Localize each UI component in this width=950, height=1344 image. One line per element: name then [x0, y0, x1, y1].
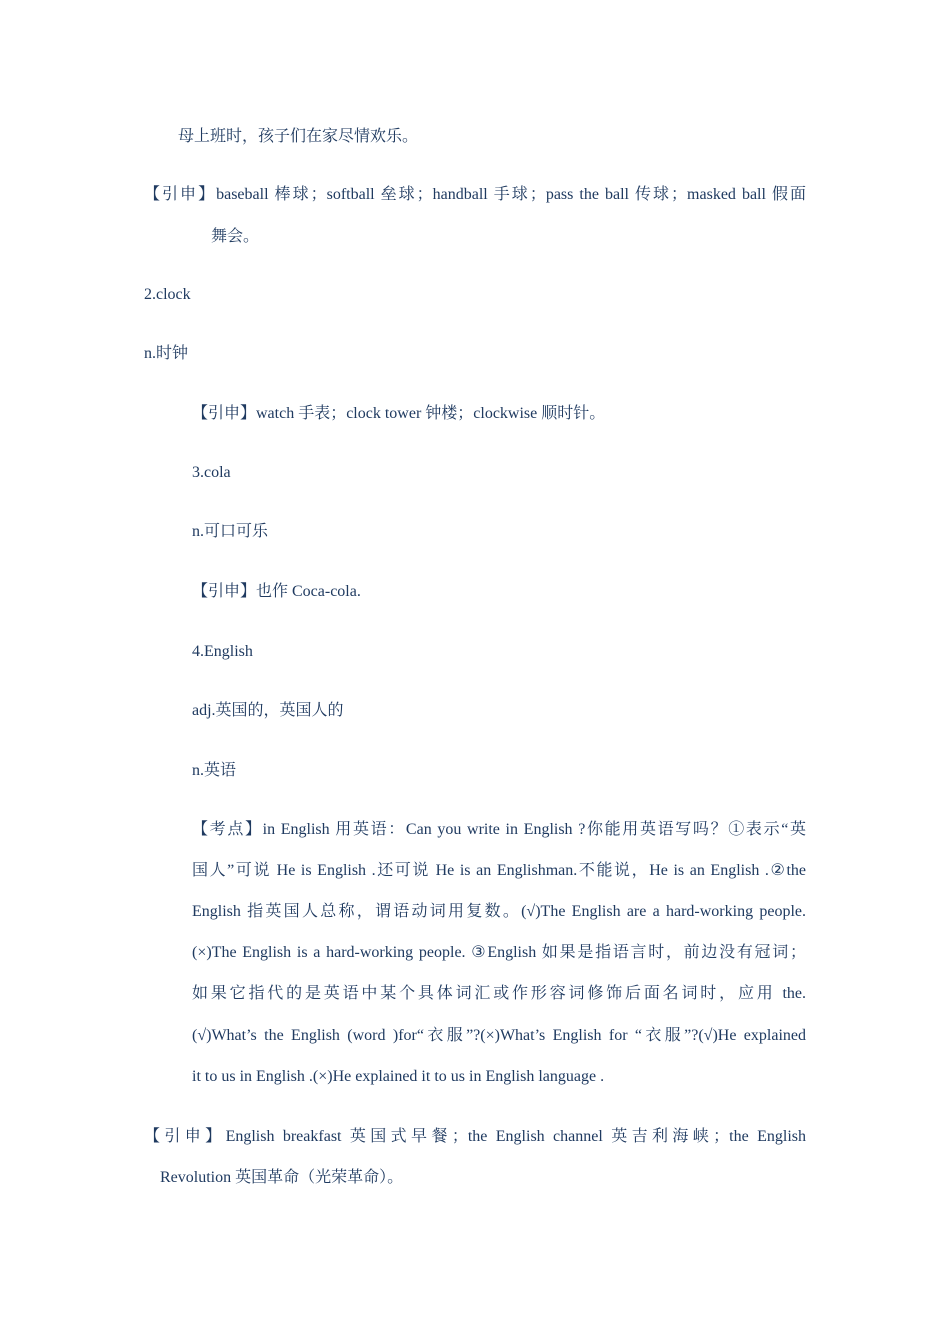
text-line: 舞会。: [211, 228, 260, 245]
definition: adj.英国的，英国人的: [192, 702, 344, 719]
kaodian-line: 如果它指代的是英语中某个具体词汇或作形容词修饰后面名词时，应用 the.: [192, 985, 806, 1002]
heading-cola: 3.cola: [192, 464, 231, 481]
kaodian-line: 【考点】in English 用英语：Can you write in English ?你能用英语写吗？①表示“英: [192, 821, 806, 838]
definition: n.英语: [192, 762, 237, 779]
yinshen-line: 【引申】watch 手表；clock tower 钟楼；clockwise 顺时针。: [192, 405, 606, 422]
kaodian-line: (√)What’s the English (word )for“衣服”?(×)What’s English for “衣服”?(√)He explained: [192, 1027, 806, 1044]
yinshen-line: Revolution 英国革命（光荣革命）。: [160, 1169, 404, 1186]
yinshen-line: 【引申】baseball 棒球；softball 垒球；handball 手球；pass the ball 传球；masked ball 假面: [144, 186, 806, 203]
heading-clock: 2.clock: [144, 286, 191, 303]
kaodian-line: 国人”可说 He is English .还可说 He is an Englishman.不能说，He is an English .②the: [192, 862, 806, 879]
heading-english: 4.English: [192, 643, 253, 660]
kaodian-line: (×)The English is a hard-working people. ③English 如果是指语言时，前边没有冠词；: [192, 944, 806, 961]
kaodian-line: it to us in English .(×)He explained it to us in English language .: [192, 1068, 605, 1085]
yinshen-line: 【引申】English breakfast 英国式早餐；the English channel 英吉利海峡；the English: [144, 1128, 806, 1145]
yinshen-line: 【引申】也作 Coca-cola.: [192, 583, 361, 600]
definition: n.可口可乐: [192, 523, 269, 540]
text-line: 母上班时，孩子们在家尽情欢乐。: [178, 128, 419, 145]
definition: n.时钟: [144, 345, 189, 362]
kaodian-line: English 指英国人总称，谓语动词用复数。(√)The English are a hard-working people.: [192, 903, 806, 920]
